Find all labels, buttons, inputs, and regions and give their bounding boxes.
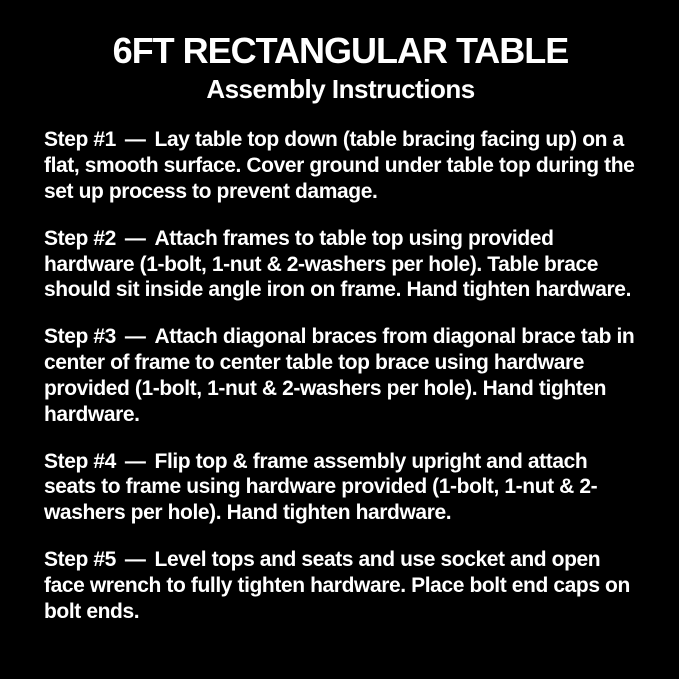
step-text: Flip top & frame assembly upright and attach seats to frame using hardware provided (1-bolt, 1-nut & 2-washers per hole). Hand tighten hardware. bbox=[44, 449, 598, 525]
step-paragraph-1 bbox=[44, 127, 637, 204]
step-label: Step #2 bbox=[44, 226, 116, 250]
steps-list bbox=[44, 127, 637, 624]
step-text: Attach frames to table top using provided hardware (1-bolt, 1-nut & 2-washers per hole). Table brace should sit inside angle iron on frame. Hand tighten hardware. bbox=[44, 226, 632, 302]
em-dash-separator: — bbox=[124, 548, 146, 572]
em-dash-separator: — bbox=[124, 226, 146, 250]
em-dash-separator: — bbox=[124, 449, 146, 473]
em-dash-separator: — bbox=[124, 128, 146, 152]
step-paragraph-2 bbox=[44, 226, 637, 303]
poster-header bbox=[44, 30, 637, 105]
page-title: 6FT RECTANGULAR TABLE bbox=[112, 30, 569, 71]
step-text: Lay table top down (table bracing facing up) on a flat, smooth surface. Cover ground under table top during the set up process to prevent damage. bbox=[44, 128, 635, 203]
step-label: Step #3 bbox=[44, 325, 116, 349]
step-paragraph-5 bbox=[44, 547, 637, 624]
page-subtitle: Assembly Instructions bbox=[206, 74, 475, 105]
step-paragraph-4 bbox=[44, 449, 637, 526]
step-label: Step #5 bbox=[44, 548, 116, 572]
em-dash-separator: — bbox=[124, 325, 146, 349]
step-label: Step #1 bbox=[44, 128, 116, 152]
step-paragraph-3 bbox=[44, 324, 637, 427]
step-label: Step #4 bbox=[44, 449, 116, 473]
step-text: Attach diagonal braces from diagonal brace tab in center of frame to center table top brace using hardware provided (1-bolt, 1-nut & 2-washers per hole). Hand tighten hardware. bbox=[44, 325, 635, 426]
step-text: Level tops and seats and use socket and open face wrench to fully tighten hardware. Place bolt end caps on bolt ends. bbox=[44, 548, 630, 623]
